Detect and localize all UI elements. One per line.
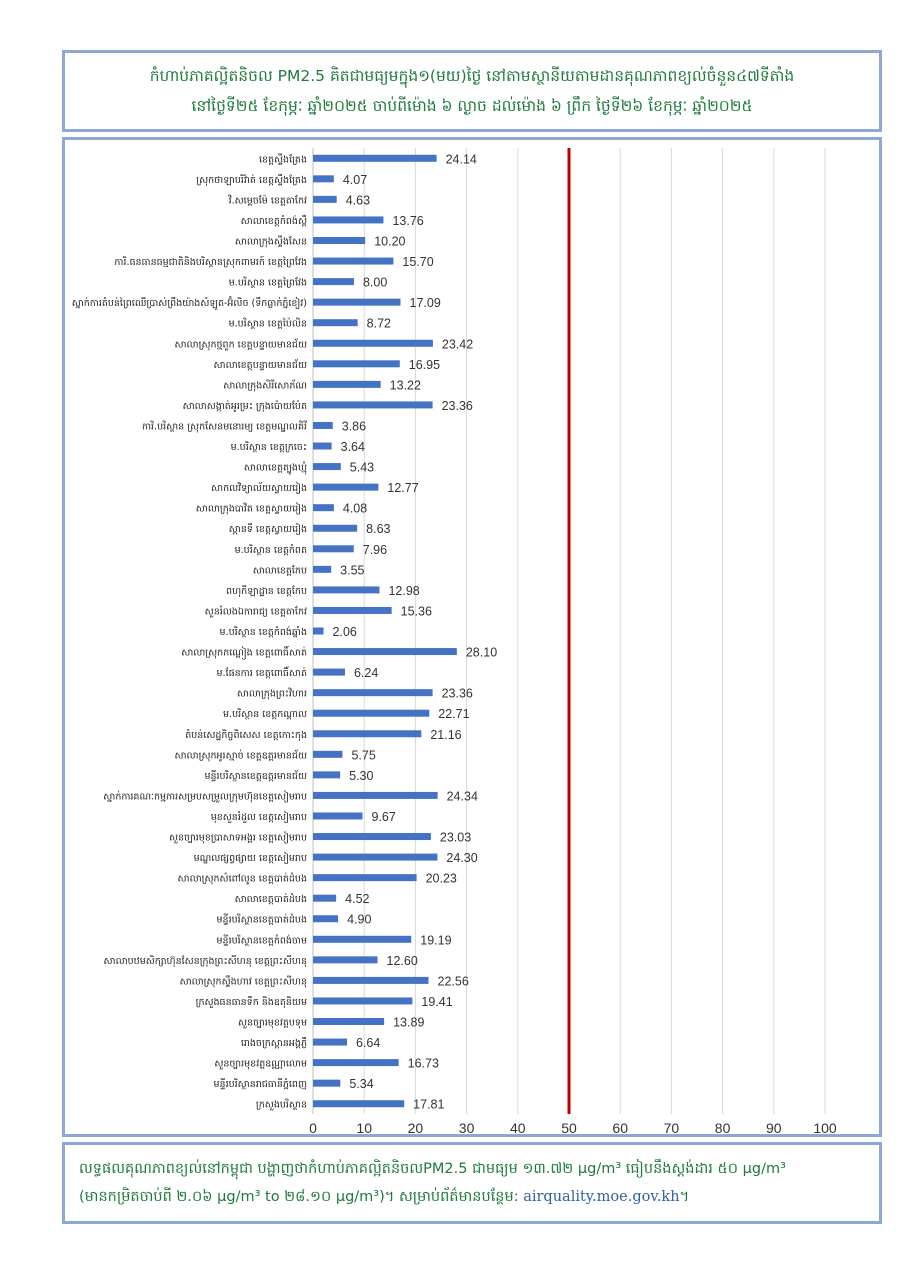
bar — [313, 1059, 399, 1066]
category-label: សាលាក្រុងស្ទឹងសែន — [234, 236, 307, 248]
bar-value-label: 23.36 — [441, 686, 473, 701]
category-label: ម.បរិស្ថាន ខេត្តព្រៃវែង — [228, 277, 307, 289]
bar — [313, 1080, 340, 1087]
bar — [313, 504, 334, 511]
summary-line-2-end: ។ — [679, 1189, 690, 1205]
bar — [313, 401, 433, 408]
bar-value-label: 4.63 — [345, 193, 371, 208]
bar-value-label: 13.76 — [392, 213, 424, 228]
category-label: ខេត្តស្ទឹងត្រែង — [258, 154, 307, 166]
bar — [313, 216, 383, 223]
bar — [313, 792, 438, 799]
bar — [313, 895, 336, 902]
bar — [313, 874, 417, 881]
category-label: មន្ទីរបរិស្ថានរាជធានីភ្នំពេញ — [213, 1079, 307, 1091]
bar-value-label: 17.09 — [409, 296, 441, 311]
bar — [313, 669, 345, 676]
bar — [313, 258, 393, 265]
bar — [313, 381, 381, 388]
bar-value-label: 16.95 — [408, 357, 441, 372]
bar — [313, 319, 358, 326]
bar-value-label: 7.96 — [362, 542, 388, 557]
x-tick-label: 10 — [356, 1120, 372, 1134]
bar-value-label: 4.08 — [342, 501, 368, 516]
x-tick-label: 20 — [407, 1120, 424, 1134]
x-tick-label: 40 — [510, 1120, 526, 1134]
bar — [313, 854, 437, 861]
category-label: សាលាស្រុកអូរស្មាច់ ខេត្តឧត្តរមានជ័យ — [174, 750, 307, 762]
bar-value-label: 28.10 — [465, 645, 498, 660]
category-label: សាលាក្រុងបាវិត ខេត្តស្វាយរៀង — [195, 503, 307, 515]
category-label: វិ.សម្តេចម៉ែ ខេត្តតាកែវ — [228, 195, 307, 207]
category-label: មន្ទីរបរិស្ថានខេត្តកំពង់ចាម — [216, 935, 307, 947]
website-link[interactable]: airquality.moe.gov.kh — [523, 1189, 680, 1205]
bar-value-label: 15.70 — [402, 255, 434, 270]
category-label: សាកលវិទ្យាល័យស្វាយរៀង — [211, 483, 307, 495]
bar — [313, 915, 338, 922]
category-label: ក្រសួងធនធានទឹក និងឧតុនិយម — [195, 996, 307, 1008]
chart-area — [62, 137, 882, 1137]
bar — [313, 484, 378, 491]
bar — [313, 566, 331, 573]
category-label: ម.បរិស្ថាន ខេត្តកំពត — [234, 544, 307, 556]
bar-value-label: 6.64 — [355, 1036, 381, 1051]
bar — [313, 422, 333, 429]
bar — [313, 628, 324, 635]
bar-value-label: 24.34 — [446, 789, 478, 804]
bar — [313, 1039, 347, 1046]
category-label: សាលាក្រុងព្រះវិហារ — [236, 688, 307, 700]
bar-value-label: 12.77 — [387, 481, 419, 496]
bar-value-label: 4.52 — [345, 892, 370, 907]
category-label: សាលាខេត្តបាត់ដំបង — [234, 894, 307, 906]
bar-value-label: 8.00 — [362, 275, 388, 290]
bar — [313, 607, 392, 614]
bar — [313, 278, 354, 285]
x-tick-label: 70 — [663, 1120, 680, 1134]
bar — [313, 977, 429, 984]
bar — [313, 689, 433, 696]
category-label: ម.បរិស្ថាន ខេត្តកណ្តាល — [223, 709, 307, 721]
bar-value-label: 3.64 — [340, 440, 365, 455]
category-label: ម.ផែនការ ខេត្តពោធិ៍សាត់ — [216, 668, 307, 680]
bar — [313, 155, 437, 162]
category-label: សាលាសង្កាត់អូរម្រះ ក្រុងប៉ោយប៉ែត — [182, 400, 307, 412]
x-tick-label: 50 — [561, 1120, 577, 1134]
category-label: ពហុកីឡាដ្ឋាន ខេត្តកែប — [226, 585, 307, 597]
bar — [313, 196, 337, 203]
bar — [313, 299, 401, 306]
bar — [313, 443, 332, 450]
summary-line-1: លទ្ធផលគុណភាពខ្យល់នៅកម្ពុជា បង្ហាញថាកំហាប់ភាគល្អិតនិចលPM2.5 ជាមធ្យម ១៣.៧២ µg/m³ ធៀបនឹងស្តង់ដារ ៥០ µg/m³ — [79, 1161, 786, 1177]
category-label: ការិ.បរិស្ថាន ស្រុកសែនមនោរម្យ ខេត្តមណ្ឌលគិរី — [141, 421, 307, 433]
bar — [313, 997, 412, 1004]
bar-value-label: 12.98 — [388, 583, 420, 598]
category-label: សួនច្បារមុខប្រាសាទអង្គរ ខេត្តសៀមរាប — [168, 832, 307, 844]
category-label: ស្ពានទី ខេត្តស្វាយរៀង — [228, 524, 307, 536]
category-label: ស្នាក់ការគណៈកម្មការសម្របសម្រួលក្រុមហ៊ុនខេត្តសៀមរាប — [103, 791, 307, 803]
bar-value-label: 8.63 — [366, 522, 391, 537]
category-label: ម.បរិស្ថាន ខេត្តក្រចេះ — [230, 442, 307, 454]
bar-value-label: 23.42 — [441, 337, 474, 352]
bar — [313, 525, 357, 532]
category-label: សាលាបឋមសិក្សាហ៊ុនសែនក្រុងព្រះសីហនុ ខេត្តព្រះសីហនុ — [103, 955, 307, 967]
category-label: សាលាខេត្តកែប — [252, 565, 307, 577]
category-label: សួនច្បារមុខវត្តបទុម — [237, 1017, 307, 1029]
category-label: សាលាខេត្តត្បូងឃ្មុំ — [243, 462, 307, 474]
bar-value-label: 2.06 — [332, 625, 357, 639]
category-label: មណ្ឌលផ្សព្វផ្សាយ ខេត្តសៀមរាប — [193, 853, 307, 865]
category-label: តំបន់សេដ្ឋកិច្ចពិសេស ខេត្តកោះកុង — [185, 729, 307, 741]
bar-value-label: 21.16 — [430, 727, 462, 742]
bar — [313, 237, 365, 244]
bar — [313, 648, 457, 655]
bar — [313, 771, 340, 778]
category-label: សាលាខេត្តបន្ទាយមានជ័យ — [213, 359, 307, 371]
x-tick-label: 30 — [458, 1120, 475, 1134]
bar — [313, 936, 411, 943]
bar-value-label: 5.75 — [351, 748, 376, 763]
bar-value-label: 9.67 — [371, 809, 396, 824]
bar-value-label: 16.73 — [407, 1056, 439, 1071]
category-label: មន្ទីរបរិស្ថានខេត្តឧត្តរមានជ័យ — [204, 770, 307, 782]
category-label: មន្ទីរបរិស្ថានខេត្តបាត់ដំបង — [216, 914, 307, 926]
category-label: សាលាស្រុកកណ្តៀង ខេត្តពោធិ៍សាត់ — [181, 647, 307, 659]
bar-value-label: 13.89 — [393, 1015, 425, 1030]
x-tick-label: 100 — [813, 1120, 837, 1134]
category-label: មុខសួនរំដួល ខេត្តសៀមរាប — [210, 811, 307, 823]
bar-value-label: 22.56 — [437, 974, 469, 989]
bar — [313, 751, 342, 758]
chart-title-line-1: កំហាប់ភាគល្អិតនិចល PM2.5 គិតជាមធ្យមក្នុង១(មយ)ថ្ងៃ នៅតាមស្ថានីយតាមដានគុណភាពខ្យល់ចំនួន៤៧ទីតាំង — [149, 67, 795, 85]
category-label: ម.បរិស្ថាន ខេត្តប៉ៃលិន — [228, 318, 307, 330]
summary-box — [62, 1142, 882, 1224]
category-label: សួនច្បារមុខវត្តឧណ្ណាលោម — [214, 1058, 307, 1070]
category-label: រោងចក្រស្ពានអង្គភ្លឺ — [240, 1038, 307, 1050]
bar — [313, 833, 431, 840]
x-tick-label: 80 — [714, 1120, 731, 1134]
bar-value-label: 5.43 — [349, 460, 375, 475]
category-label: ស្រុកថាឡាបរិវ៉ាត់ ខេត្តស្ទឹងត្រែង — [196, 174, 307, 186]
category-label: សាលាខេត្តកំពង់ស្ពឺ — [240, 215, 307, 227]
bar-value-label: 5.30 — [349, 768, 374, 783]
bar-value-label: 24.30 — [446, 851, 478, 866]
bar-value-label: 23.03 — [439, 830, 472, 845]
bar — [313, 586, 379, 593]
chart-title-line-2: នៅថ្ងៃទី២៥ ខែកុម្ភៈ ឆ្នាំ២០២៥ ចាប់ពីម៉ោង ៦ ល្ងាច ដល់ម៉ោង ៦ ព្រឹក ថ្ងៃទី២៦ ខែកុម្ភៈ ឆ្នាំ២០២៥ — [191, 97, 753, 115]
bar-value-label: 15.36 — [400, 604, 432, 619]
summary-line-2 — [79, 1183, 865, 1211]
bar-value-label: 3.55 — [340, 563, 365, 578]
x-tick-label: 0 — [309, 1120, 317, 1134]
bar-value-label: 19.19 — [420, 933, 452, 948]
category-label: សាលាស្រុកថ្មពួក ខេត្តបន្ទាយមានជ័យ — [174, 339, 307, 351]
category-label: ស្នាក់ការតំបន់ព្រៃឈើប្រាស់ព្រឹងយ៉ាងសំឡូត-អ៊ំលិច (ទឹកធ្លាក់ភ្នំខៀវ) — [71, 298, 307, 310]
bar — [313, 360, 400, 367]
bar-value-label: 10.20 — [374, 234, 406, 249]
bar — [313, 463, 341, 470]
category-label: ម.បរិស្ថាន ខេត្តកំពង់ឆ្នាំង — [219, 627, 307, 638]
bar-value-label: 20.23 — [425, 871, 457, 886]
bar-value-label: 8.72 — [366, 316, 391, 331]
bar-value-label: 4.90 — [347, 912, 372, 927]
category-label: សាលាក្រុងសិរីសោភ័ណ — [223, 380, 307, 392]
bar-value-label: 12.60 — [386, 953, 418, 968]
bar-value-label: 22.71 — [438, 707, 470, 722]
bar — [313, 1100, 404, 1107]
summary-line-2-text: (មានកម្រិតចាប់ពី ២.០៦ µg/m³ to ២៨.១០ µg/m³)។ សម្រាប់ព័ត៌មានបន្ថែម: — [79, 1189, 524, 1205]
bar — [313, 340, 433, 347]
x-tick-label: 60 — [612, 1120, 628, 1134]
bar-value-label: 5.34 — [349, 1077, 374, 1092]
bar — [313, 812, 363, 819]
bar-chart — [65, 140, 879, 1134]
category-label: ក្រសួងបរិស្ថាន — [255, 1099, 307, 1111]
bar — [313, 956, 378, 963]
bar-value-label: 24.14 — [445, 152, 477, 167]
bar-value-label: 13.22 — [389, 378, 421, 393]
bar-value-label: 3.86 — [341, 419, 367, 434]
category-label: សាលាស្រុកស្ទឹងហាវ ខេត្តព្រះសីហនុ — [179, 976, 307, 988]
bar — [313, 1018, 384, 1025]
bar-value-label: 17.81 — [413, 1097, 445, 1112]
bar-value-label: 19.41 — [421, 994, 453, 1009]
title-box — [62, 50, 882, 132]
bar-value-label: 6.24 — [353, 666, 379, 681]
bar-value-label: 4.07 — [342, 172, 368, 187]
bar — [313, 545, 354, 552]
bar-value-label: 23.36 — [441, 398, 473, 413]
category-label: សួនរំលងឯការាជ្យ ខេត្តតាកែវ — [204, 606, 307, 618]
x-tick-label: 90 — [766, 1120, 782, 1134]
bar — [313, 730, 421, 737]
bar — [313, 710, 429, 717]
category-label: ការិ.ធនធានធម្មជាតិនិងបរិស្ថានស្រុកពាមរក៍ ខេត្តព្រៃវែង — [114, 257, 307, 269]
bar — [313, 175, 334, 182]
category-label: សាលាស្រុកសំពៅលូន ខេត្តបាត់ដំបង — [177, 873, 307, 885]
